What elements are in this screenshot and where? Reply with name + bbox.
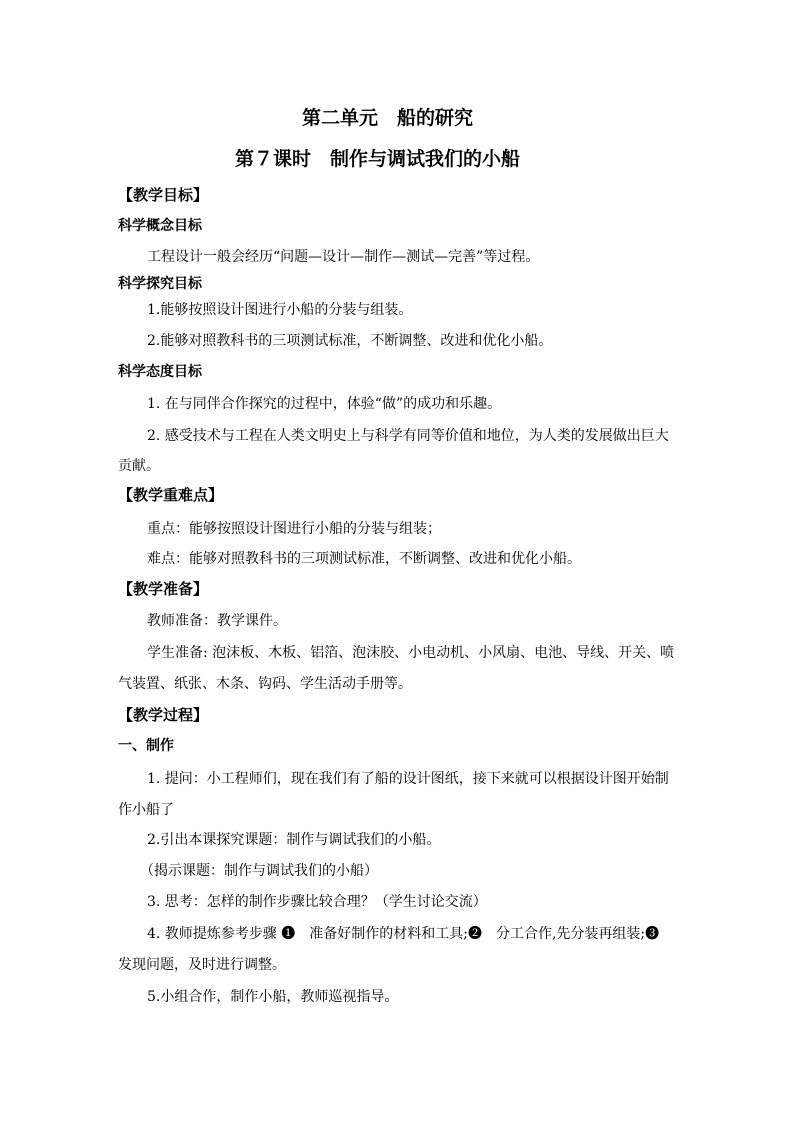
objectives-heading: 【教学目标】 — [118, 186, 209, 204]
concept-objective-text: 工程设计一般会经历“问题—设计—制作—测试—完善”等过程。 — [147, 249, 540, 265]
process-step-continued: 发现问题，及时进行调整。 — [118, 957, 286, 973]
inquiry-item: 1.能够按照设计图进行小船的分装与组装。 — [147, 302, 413, 318]
concept-objective-title: 科学概念目标 — [118, 218, 202, 234]
attitude-item: 1. 在与同伴合作探究的过程中，体验“做”的成功和乐趣。 — [147, 396, 502, 412]
process-step-note: （揭示课题：制作与调试我们的小船） — [140, 863, 378, 879]
inquiry-item: 2.能够对照教科书的三项测试标准，不断调整、改进和优化小船。 — [147, 333, 553, 349]
focus-point: 重点：能够按照设计图进行小船的分装与组装； — [147, 521, 441, 537]
part-title-making: 一、制作 — [118, 738, 174, 754]
process-step: 4. 教师提炼参考步骤 ❶ 准备好制作的材料和工具;❷ 分工合作,先分装再组装;❸ — [147, 926, 660, 942]
process-step: 3. 思考：怎样的制作步骤比较合理？（学生讨论交流） — [147, 894, 487, 910]
process-step: 5.小组合作，制作小船，教师巡视指导。 — [147, 989, 399, 1005]
student-preparation: 学生准备: 泡沫板、木板、铝箔、泡沫胶、小电动机、小风扇、电池、导线、开关、喷 — [147, 645, 675, 661]
unit-title: 第二单元 船的研究 — [302, 107, 474, 129]
key-points-heading: 【教学重难点】 — [118, 486, 224, 504]
teacher-preparation: 教师准备：教学课件。 — [147, 613, 287, 629]
attitude-item-continued: 贡献。 — [118, 458, 160, 474]
difficulty-point: 难点：能够对照教科书的三项测试标准，不断调整、改进和优化小船。 — [147, 551, 581, 567]
student-preparation-continued: 气装置、纸张、木条、钩码、学生活动手册等。 — [118, 676, 412, 692]
process-step: 1. 提问：小工程师们，现在我们有了船的设计图纸，接下来就可以根据设计图开始制 — [147, 771, 669, 787]
attitude-objective-title: 科学态度目标 — [118, 364, 202, 380]
process-step: 2.引出本课探究课题：制作与调试我们的小船。 — [147, 832, 441, 848]
attitude-item: 2. 感受技术与工程在人类文明史上与科学有同等价值和地位，为人类的发展做出巨大 — [147, 428, 669, 444]
process-step-continued: 作小船了 — [118, 802, 174, 818]
preparation-heading: 【教学准备】 — [118, 580, 209, 598]
inquiry-objective-title: 科学探究目标 — [118, 276, 202, 292]
process-heading: 【教学过程】 — [118, 706, 209, 724]
lesson-title: 第７课时 制作与调试我们的小船 — [235, 148, 521, 170]
